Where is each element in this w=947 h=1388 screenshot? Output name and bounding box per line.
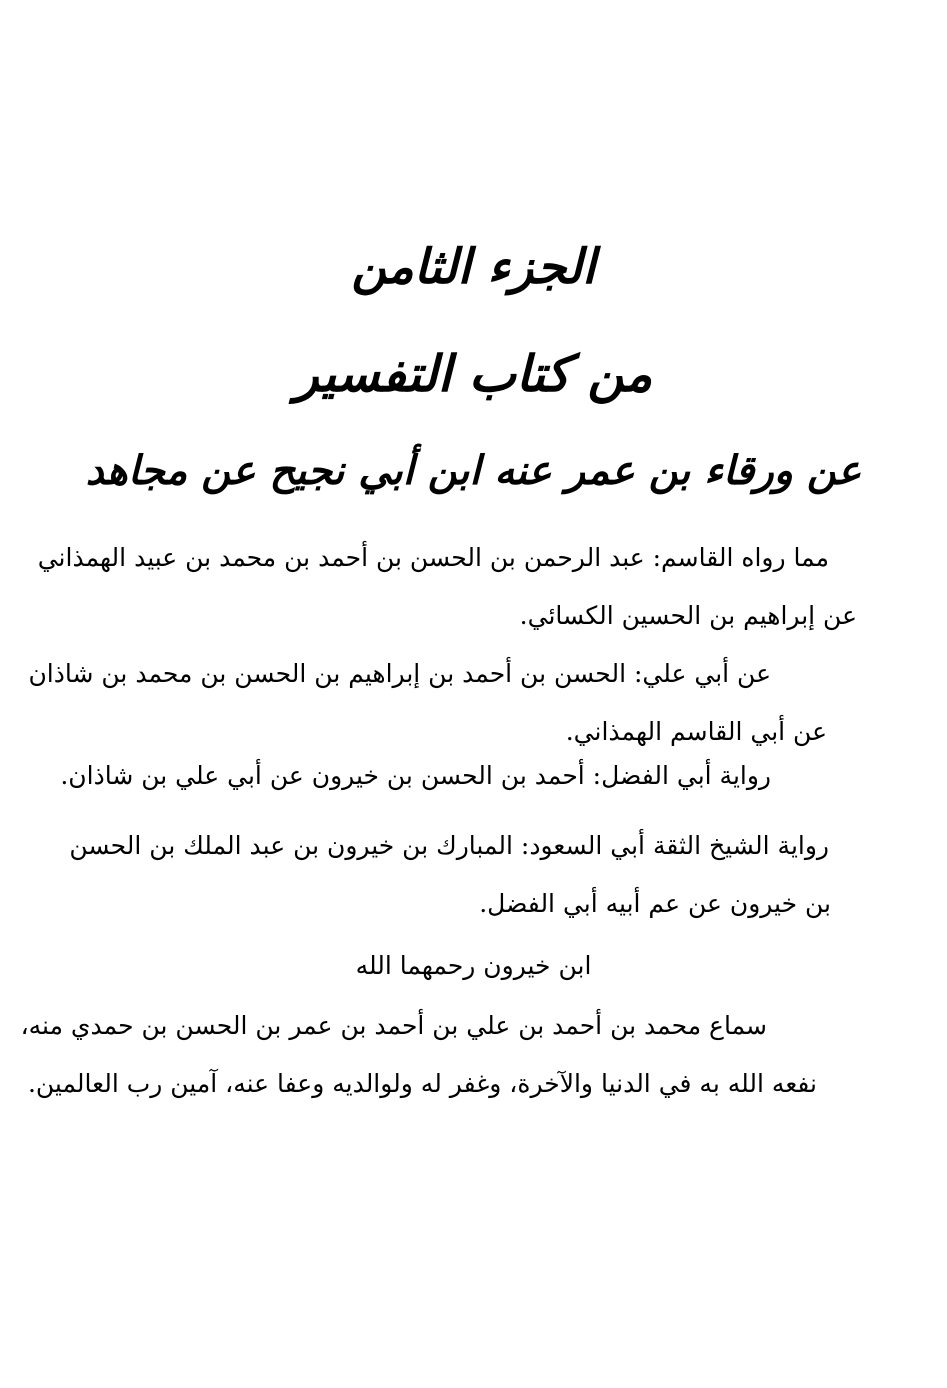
paragraph-line: عن أبي علي: الحسن بن أحمد بن إبراهيم بن الحسن بن محمد بن شاذان [28, 659, 771, 688]
transmission-paragraph-1 [37, 540, 857, 634]
transmission-paragraph-3 [60, 758, 771, 794]
paragraph-line: عن أبي القاسم الهمذاني. [565, 717, 827, 746]
paragraph-line: بن خيرون عن عم أبيه أبي الفضل. [479, 889, 831, 918]
paragraph-line: رواية أبي الفضل: أحمد بن الحسن بن خيرون عن أبي علي بن شاذان. [60, 761, 771, 790]
invocation-line: ابن خيرون رحمهما الله [355, 951, 592, 980]
paragraph-line: عن إبراهيم بن الحسين الكسائي. [519, 601, 857, 630]
transmission-paragraph-4 [69, 828, 829, 922]
chain-title: عن ورقاء بن عمر عنه ابن أبي نجيح عن مجاهد [85, 447, 862, 494]
paragraph-line: رواية الشيخ الثقة أبي السعود: المبارك بن خيرون بن عبد الملك بن الحسن [69, 831, 829, 860]
sama-note [20, 1008, 817, 1102]
transmission-paragraph-2 [28, 656, 827, 750]
book-title: من كتاب التفسير [294, 344, 653, 403]
sama-line: سماع محمد بن أحمد بن علي بن أحمد بن عمر بن الحسن بن حمدي منه، [20, 1011, 767, 1040]
sama-line: نفعه الله به في الدنيا والآخرة، وغفر له ولوالديه وعفا عنه، آمين رب العالمين. [27, 1069, 817, 1098]
part-title: الجزء الثامن [351, 239, 596, 295]
paragraph-line: مما رواه القاسم: عبد الرحمن بن الحسن بن أحمد بن محمد بن عبيد الهمذاني [37, 543, 829, 572]
